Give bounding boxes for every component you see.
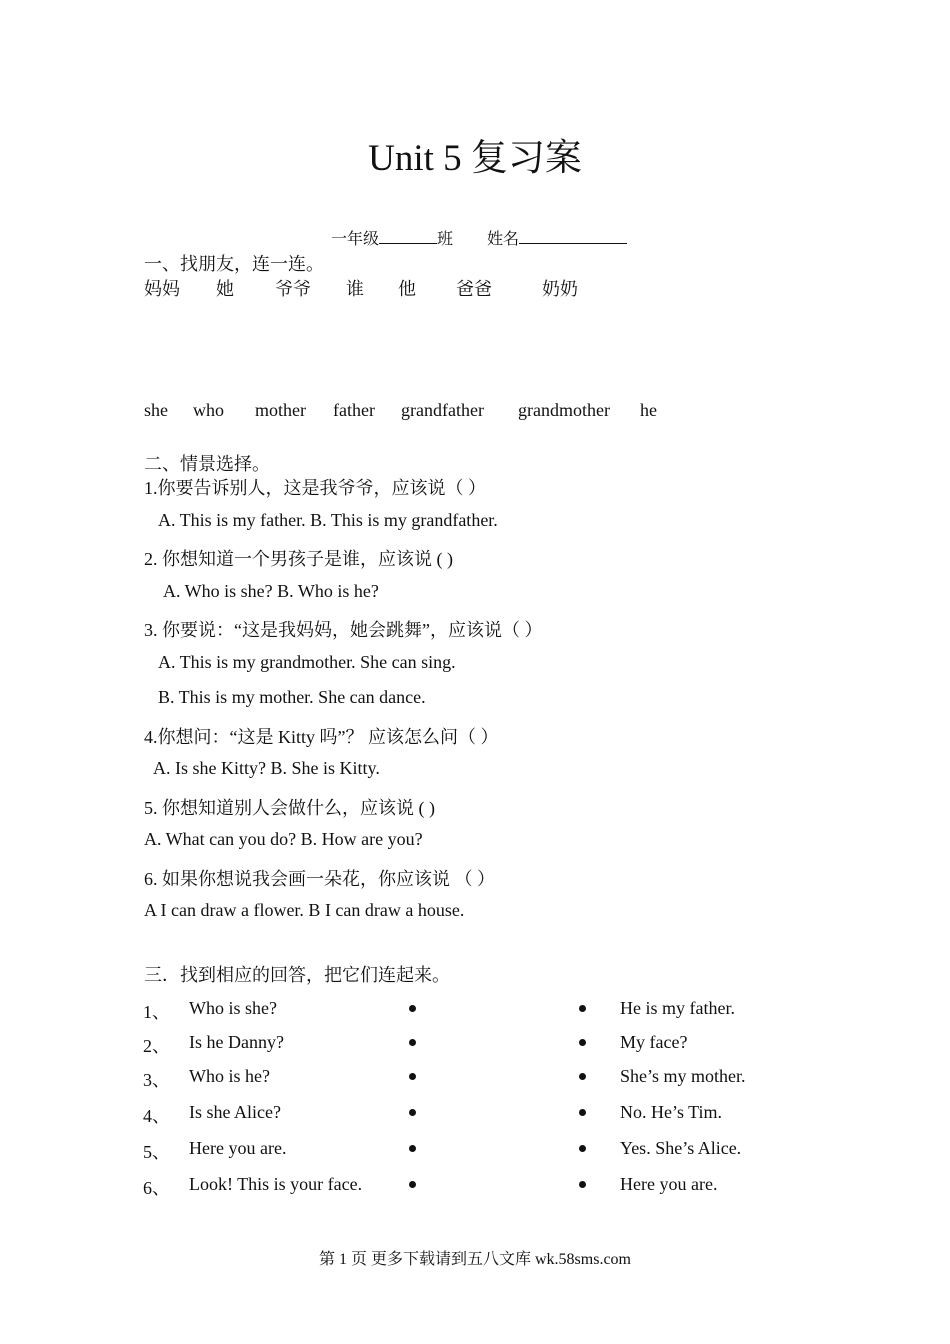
grade-label: 一年级 xyxy=(331,231,380,248)
left-dot[interactable] xyxy=(409,1073,416,1080)
right-item: She’s my mother. xyxy=(620,1066,746,1086)
section2-heading: 二、情景选择。 xyxy=(144,454,270,474)
item-number: 1、 xyxy=(143,1002,170,1022)
student-info-line xyxy=(331,226,627,249)
left-item: Who is he? xyxy=(189,1066,270,1086)
question-3: 3. 你要说：“这是我妈妈，她会跳舞”，应该说（ ） xyxy=(144,620,543,640)
name-blank xyxy=(519,227,627,244)
chinese-word: 谁 xyxy=(346,279,364,299)
section1-heading: 一、找朋友，连一连。 xyxy=(144,254,324,274)
question-5-options: A. What can you do? B. How are you? xyxy=(144,829,423,849)
right-item: Yes. She’s Alice. xyxy=(620,1138,742,1158)
question-1: 1.你要告诉别人，这是我爷爷，应该说（ ） xyxy=(144,478,486,498)
item-number: 5、 xyxy=(143,1142,170,1162)
chinese-word: 爷爷 xyxy=(275,279,311,299)
chinese-word: 他 xyxy=(398,279,416,299)
left-dot[interactable] xyxy=(409,1181,416,1188)
english-word: she xyxy=(144,400,168,420)
question-5: 5. 你想知道别人会做什么，应该说 ( ) xyxy=(144,798,435,818)
item-number: 3、 xyxy=(143,1070,170,1090)
right-item: Here you are. xyxy=(620,1174,718,1194)
item-number: 2、 xyxy=(143,1036,170,1056)
chinese-word: 她 xyxy=(216,279,234,299)
right-dot[interactable] xyxy=(579,1005,586,1012)
left-dot[interactable] xyxy=(409,1005,416,1012)
question-6: 6. 如果你想说我会画一朵花，你应该说 （ ） xyxy=(144,869,495,889)
english-word: mother xyxy=(255,400,306,420)
question-2-options: A. Who is she? B. Who is he? xyxy=(163,581,379,601)
english-word: he xyxy=(640,400,657,420)
left-item: Is he Danny? xyxy=(189,1032,284,1052)
right-item: My face? xyxy=(620,1032,688,1052)
question-1-options: A. This is my father. B. This is my grandfather. xyxy=(158,510,498,530)
english-word: who xyxy=(193,400,224,420)
class-label: 班 xyxy=(437,231,454,248)
page-title: Unit 5 复习案 xyxy=(368,138,582,179)
left-item: Here you are. xyxy=(189,1138,287,1158)
left-item: Look! This is your face. xyxy=(189,1174,363,1194)
english-word: grandfather xyxy=(401,400,484,420)
page-footer: 第 1 页 更多下载请到五八文库 wk.58sms.com xyxy=(318,1251,631,1268)
left-item: Is she Alice? xyxy=(189,1102,281,1122)
right-item: No. He’s Tim. xyxy=(620,1102,723,1122)
question-6-options: A I can draw a flower. B I can draw a house. xyxy=(144,900,465,920)
left-dot[interactable] xyxy=(409,1039,416,1046)
right-dot[interactable] xyxy=(579,1181,586,1188)
name-label: 姓名 xyxy=(487,231,520,248)
section3-heading: 三．找到相应的回答，把它们连起来。 xyxy=(144,965,450,985)
item-number: 4、 xyxy=(143,1106,170,1126)
right-dot[interactable] xyxy=(579,1039,586,1046)
chinese-word: 爸爸 xyxy=(456,279,492,299)
question-4-options: A. Is she Kitty? B. She is Kitty. xyxy=(153,758,380,778)
left-dot[interactable] xyxy=(409,1145,416,1152)
chinese-word: 妈妈 xyxy=(144,279,180,299)
question-3-option-b: B. This is my mother. She can dance. xyxy=(158,687,426,707)
question-2: 2. 你想知道一个男孩子是谁，应该说 ( ) xyxy=(144,549,453,569)
question-4: 4.你想问：“这是 Kitty 吗”？ 应该怎么问（ ） xyxy=(144,727,499,747)
left-dot[interactable] xyxy=(409,1109,416,1116)
class-blank xyxy=(379,227,437,244)
english-word: grandmother xyxy=(518,400,610,420)
right-item: He is my father. xyxy=(620,998,735,1018)
chinese-word: 奶奶 xyxy=(542,279,578,299)
english-word: father xyxy=(333,400,375,420)
left-item: Who is she? xyxy=(189,998,277,1018)
question-3-option-a: A. This is my grandmother. She can sing. xyxy=(158,652,456,672)
item-number: 6、 xyxy=(143,1178,170,1198)
right-dot[interactable] xyxy=(579,1145,586,1152)
right-dot[interactable] xyxy=(579,1073,586,1080)
right-dot[interactable] xyxy=(579,1109,586,1116)
